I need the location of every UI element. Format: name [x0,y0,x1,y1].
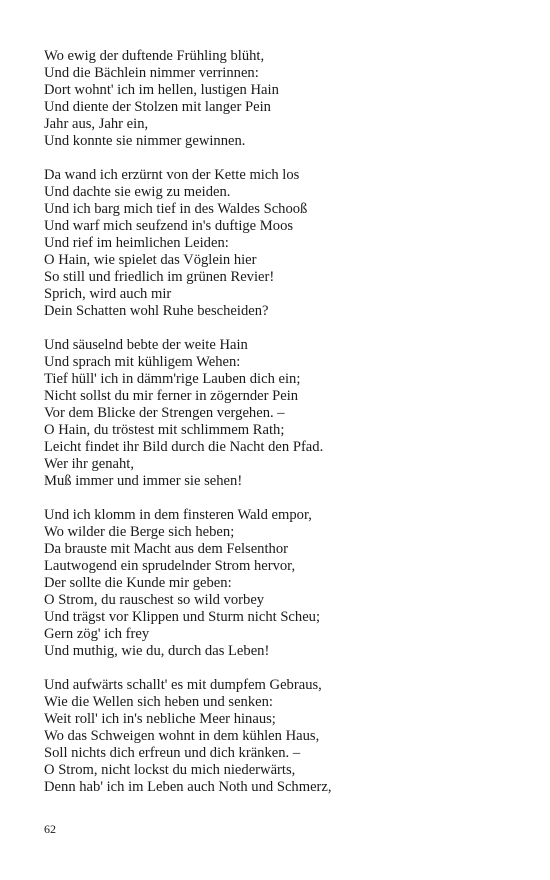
poem-line: O Hain, wie spielet das Vöglein hier [44,252,257,268]
poem-line: Sprich, wird auch mir [44,286,172,302]
poem-line: Und muthig, wie du, durch das Leben! [44,643,270,659]
poem-line: Und ich klomm in dem finsteren Wald empor, [44,507,312,523]
poem-line: Nicht sollst du mir ferner in zögernder Pein [44,388,299,404]
poem-line: Da brauste mit Macht aus dem Felsenthor [44,541,288,557]
page-number: 62 [44,822,56,836]
poem-line: Und sprach mit kühligem Wehen: [44,354,241,370]
poem-line: Tief hüll' ich in dämm'rige Lauben dich ein; [44,371,301,387]
poem-line: Und aufwärts schallt' es mit dumpfem Gebraus, [44,677,322,693]
poem-line: Und rief im heimlichen Leiden: [44,235,229,251]
poem-line: Leicht findet ihr Bild durch die Nacht den Pfad. [44,439,324,455]
poem-line: Wie die Wellen sich heben und senken: [44,694,273,710]
poem-line: Und dachte sie ewig zu meiden. [44,184,231,200]
poem-line: Und säuselnd bebte der weite Hain [44,337,248,353]
poem-line: O Strom, du rauschest so wild vorbey [44,592,265,608]
poem-line: Da wand ich erzürnt von der Kette mich los [44,167,300,183]
poem-line: Lautwogend ein sprudelnder Strom hervor, [44,558,296,574]
poem-line: Vor dem Blicke der Strengen vergehen. – [44,405,285,421]
poem-line: Und die Bächlein nimmer verrinnen: [44,65,259,81]
poem-line: Und warf mich seufzend in's duftige Moos [44,218,294,234]
poem-line: Muß immer und immer sie sehen! [44,473,243,489]
poem-line: Und diente der Stolzen mit langer Pein [44,99,271,115]
poem-line: O Strom, nicht lockst du mich niederwärts, [44,762,296,778]
poem-line: Dein Schatten wohl Ruhe bescheiden? [44,303,269,319]
stanza-3 [44,337,514,490]
stanza-5 [44,677,514,796]
poem-line: Wer ihr genaht, [44,456,134,472]
stanza-2 [44,167,514,320]
poem-line: Und trägst vor Klippen und Sturm nicht Scheu; [44,609,321,625]
poem-line: Wo das Schweigen wohnt in dem kühlen Haus, [44,728,320,744]
poem-line: Der sollte die Kunde mir geben: [44,575,232,591]
stanza-4 [44,507,514,660]
poem-line: O Hain, du tröstest mit schlimmem Rath; [44,422,285,438]
poem-line: Wo ewig der duftende Frühling blüht, [44,48,265,64]
poem-line: Gern zög' ich frey [44,626,150,642]
poem-line: Und konnte sie nimmer gewinnen. [44,133,246,149]
poem-line: Und ich barg mich tief in des Waldes Schooß [44,201,308,217]
poem-line: Wo wilder die Berge sich heben; [44,524,235,540]
poem-line: Jahr aus, Jahr ein, [44,116,149,132]
poem-line: Weit roll' ich in's nebliche Meer hinaus; [44,711,276,727]
poem-line: Denn hab' ich im Leben auch Noth und Schmerz, [44,779,332,795]
poem-line: So still und friedlich im grünen Revier! [44,269,275,285]
poem-body [44,48,514,813]
stanza-1 [44,48,514,150]
poem-line: Dort wohnt' ich im hellen, lustigen Hain [44,82,279,98]
poem-line: Soll nichts dich erfreun und dich kränken. – [44,745,301,761]
